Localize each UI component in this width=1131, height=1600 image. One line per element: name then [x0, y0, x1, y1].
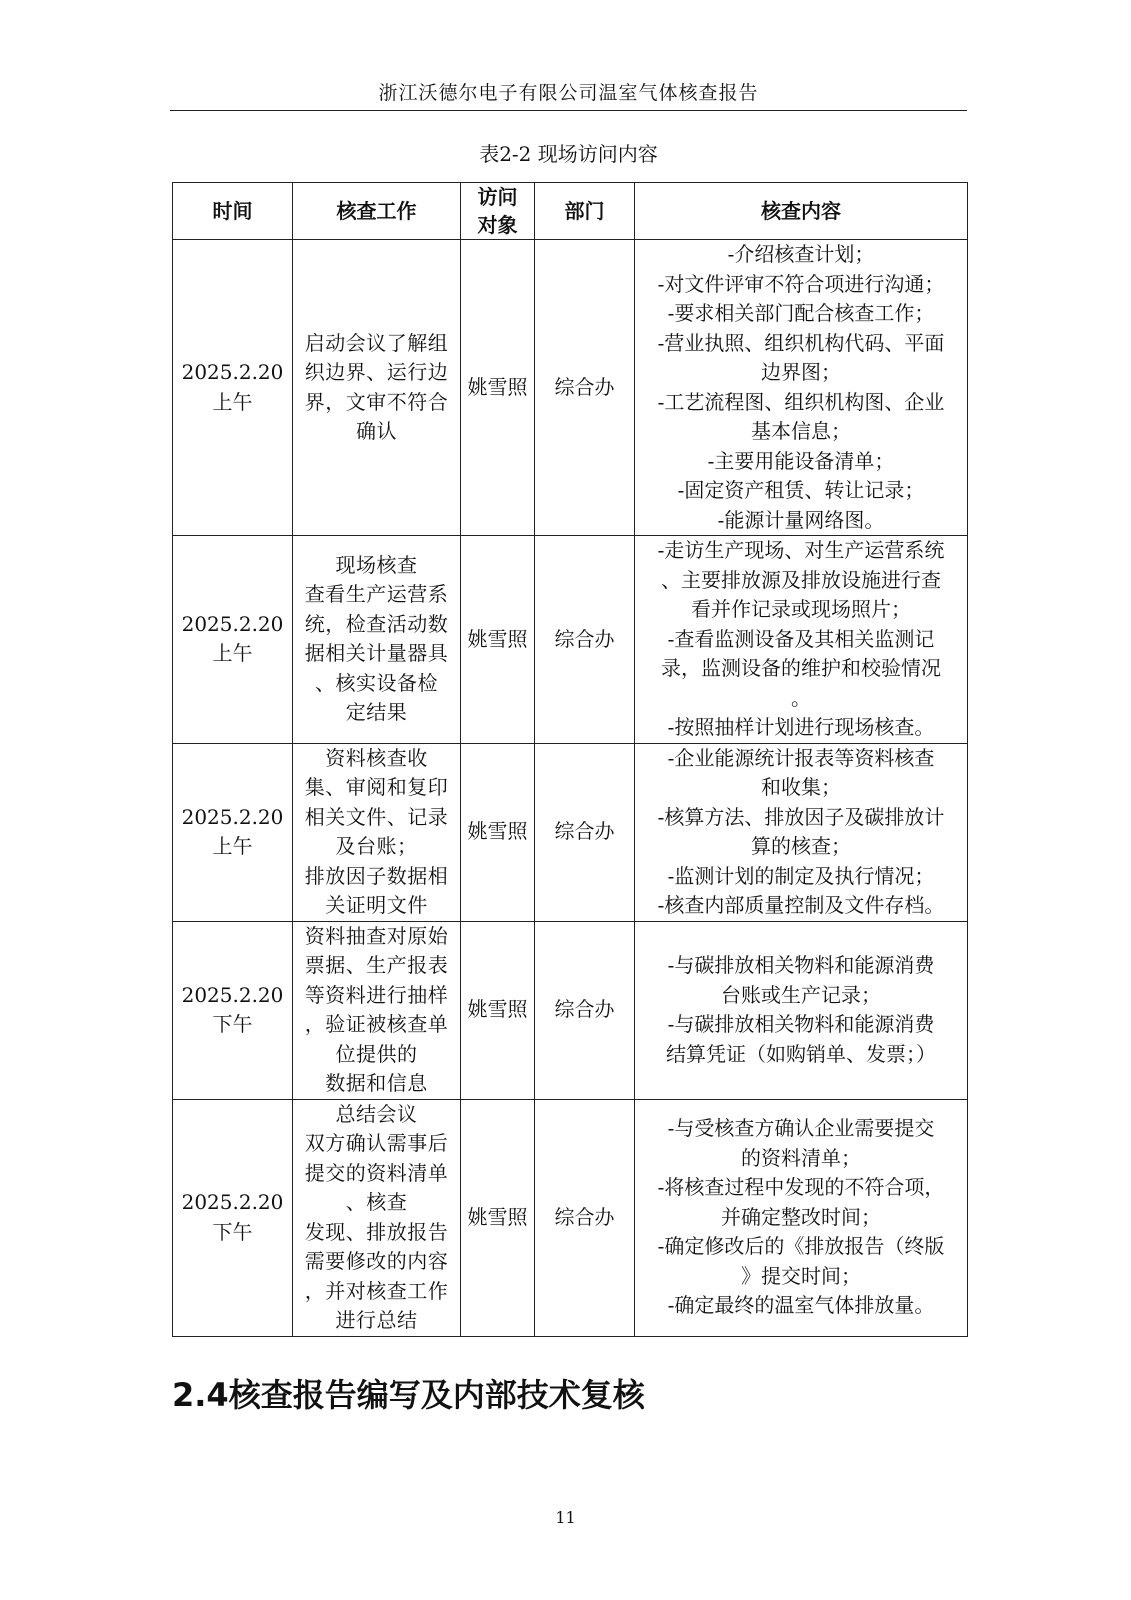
content-line: -介绍核查计划；	[727, 242, 875, 266]
content-line: 算的核查；	[751, 834, 851, 858]
content-line: -按照抽样计划进行现场核查。	[667, 715, 935, 739]
header-time: 时间	[173, 183, 293, 240]
interviewee-cell: 姚雪照	[461, 1099, 535, 1336]
content-line: 边界图；	[761, 360, 841, 384]
visit-period: 上午	[212, 389, 253, 414]
table-body	[173, 240, 968, 1337]
work-line: 位提供的	[335, 1041, 418, 1066]
header-department: 部门	[535, 183, 635, 240]
work-line: 资料抽查对原始	[304, 923, 449, 948]
content-line: -与碳排放相关物料和能源消费	[667, 1012, 935, 1036]
content-line: 。	[791, 685, 811, 710]
content-cell	[635, 743, 968, 921]
work-line: 数据和信息	[325, 1071, 428, 1095]
interviewee-cell: 姚雪照	[461, 743, 535, 921]
visit-period: 下午	[212, 1219, 253, 1244]
work-cell	[293, 240, 461, 536]
content-line: -能源计量网络图。	[717, 507, 885, 532]
work-line: 及台账；	[335, 834, 418, 858]
visit-date: 2025.2.20	[181, 360, 284, 384]
content-line: 基本信息；	[751, 419, 851, 443]
work-line: 现场核查	[335, 552, 418, 577]
content-line: -核算方法、排放因子及碳排放计	[657, 804, 945, 829]
work-line: 等资料进行抽样	[304, 982, 449, 1007]
department-cell: 综合办	[535, 240, 635, 536]
table-row	[173, 921, 968, 1099]
content-line: -营业执照、组织机构代码、平面	[657, 330, 945, 355]
content-line: -监测计划的制定及执行情况；	[667, 863, 935, 888]
page-number: 11	[555, 1508, 576, 1527]
content-line: -将核查过程中发现的不符合项，	[657, 1175, 945, 1200]
table-row	[173, 536, 968, 744]
table-row	[173, 1099, 968, 1336]
content-line: -查看监测设备及其相关监测记	[667, 626, 935, 651]
work-line: 确认	[356, 419, 397, 443]
header-interviewee-line: 访问	[477, 185, 518, 209]
work-line: 票据、生产报表	[304, 953, 449, 977]
work-line: 启动会议了解组	[304, 330, 449, 355]
work-line: 定结果	[345, 700, 408, 725]
content-line: -确定最终的温室气体排放量。	[667, 1293, 935, 1318]
content-line: -企业能源统计报表等资料核查	[667, 745, 935, 770]
work-line: 进行总结	[335, 1308, 418, 1332]
content-line: 录，监测设备的维护和校验情况	[661, 656, 941, 680]
department-cell: 综合办	[535, 921, 635, 1099]
work-line: 查看生产运营系	[304, 582, 449, 607]
interviewee-cell: 姚雪照	[461, 921, 535, 1099]
work-line: 排放因子数据相	[304, 863, 449, 888]
visit-period: 下午	[212, 1012, 253, 1036]
department-cell: 综合办	[535, 1099, 635, 1336]
content-line: -确定修改后的《排放报告（终版	[657, 1234, 945, 1259]
work-cell	[293, 536, 461, 744]
table-header-row	[173, 183, 968, 240]
content-line: -与受核查方确认企业需要提交	[667, 1116, 935, 1141]
time-cell	[173, 536, 293, 744]
work-line: 织边界、运行边	[304, 360, 449, 384]
visit-date: 2025.2.20	[181, 982, 284, 1007]
work-line: 发现、排放报告	[304, 1219, 449, 1244]
work-line: ，并对核查工作	[304, 1278, 449, 1303]
work-line: 资料核查收	[325, 745, 428, 770]
site-visit-table	[172, 182, 968, 1337]
content-line: 台账或生产记录；	[721, 982, 881, 1007]
work-line: 提交的资料清单	[304, 1160, 449, 1185]
work-line: 集、审阅和复印	[304, 775, 449, 799]
work-line: 关证明文件	[325, 893, 428, 917]
content-line: -工艺流程图、组织机构图、企业	[657, 389, 945, 414]
content-line: 并确定整改时间；	[721, 1204, 881, 1229]
time-cell	[173, 921, 293, 1099]
visit-period: 上午	[212, 641, 253, 666]
content-line: -要求相关部门配合核查工作；	[667, 301, 935, 325]
content-line: -核查内部质量控制及文件存档。	[657, 893, 945, 917]
work-line: 、核实设备检	[315, 670, 438, 695]
work-line: 总结会议	[335, 1101, 418, 1126]
content-line: -主要用能设备清单；	[707, 448, 895, 473]
header-work: 核查工作	[293, 183, 461, 240]
work-line: 需要修改的内容	[304, 1249, 449, 1273]
department-cell: 综合办	[535, 743, 635, 921]
table-row	[173, 743, 968, 921]
content-cell	[635, 536, 968, 744]
work-line: 双方确认需事后	[304, 1131, 449, 1155]
table-row	[173, 240, 968, 536]
work-cell	[293, 1099, 461, 1336]
content-line: 》提交时间；	[741, 1263, 861, 1288]
content-cell	[635, 921, 968, 1099]
work-line: 、核查	[345, 1190, 408, 1214]
work-line: ，验证被核查单	[304, 1012, 449, 1036]
document-header: 浙江沃德尔电子有限公司温室气体核查报告	[378, 82, 759, 104]
content-line: 和收集；	[761, 775, 841, 799]
section-heading: 2.4核查报告编写及内部技术复核	[172, 1376, 645, 1414]
header-interviewee	[461, 183, 535, 240]
visit-date: 2025.2.20	[181, 1190, 284, 1214]
table-caption: 表2-2 现场访问内容	[479, 142, 658, 166]
content-line: -与碳排放相关物料和能源消费	[667, 953, 935, 977]
work-line: 相关文件、记录	[304, 804, 449, 829]
visit-date: 2025.2.20	[181, 804, 284, 829]
interviewee-cell: 姚雪照	[461, 536, 535, 744]
content-line: -对文件评审不符合项进行沟通；	[657, 271, 945, 296]
visit-period: 上午	[212, 834, 253, 858]
content-line: -走访生产现场、对生产运营系统	[657, 538, 945, 562]
work-cell	[293, 921, 461, 1099]
work-cell	[293, 743, 461, 921]
content-line: 的资料清单；	[741, 1145, 861, 1170]
time-cell	[173, 743, 293, 921]
interviewee-cell: 姚雪照	[461, 240, 535, 536]
department-cell: 综合办	[535, 536, 635, 744]
header-interviewee-line: 对象	[477, 213, 518, 237]
content-line: -固定资产租赁、转让记录；	[677, 478, 925, 502]
work-line: 界，文审不符合	[304, 389, 449, 414]
content-line: 看并作记录或现场照片；	[691, 597, 911, 621]
visit-date: 2025.2.20	[181, 611, 284, 636]
work-line: 统，检查活动数	[304, 611, 449, 636]
content-line: 结算凭证（如购销单、发票；）	[666, 1041, 936, 1066]
time-cell	[173, 240, 293, 536]
work-line: 据相关计量器具	[304, 641, 449, 666]
content-line: 、主要排放源及排放设施进行查	[661, 567, 941, 592]
content-cell	[635, 1099, 968, 1336]
header-content: 核查内容	[635, 183, 968, 240]
content-cell	[635, 240, 968, 536]
time-cell	[173, 1099, 293, 1336]
header-divider	[170, 110, 967, 111]
